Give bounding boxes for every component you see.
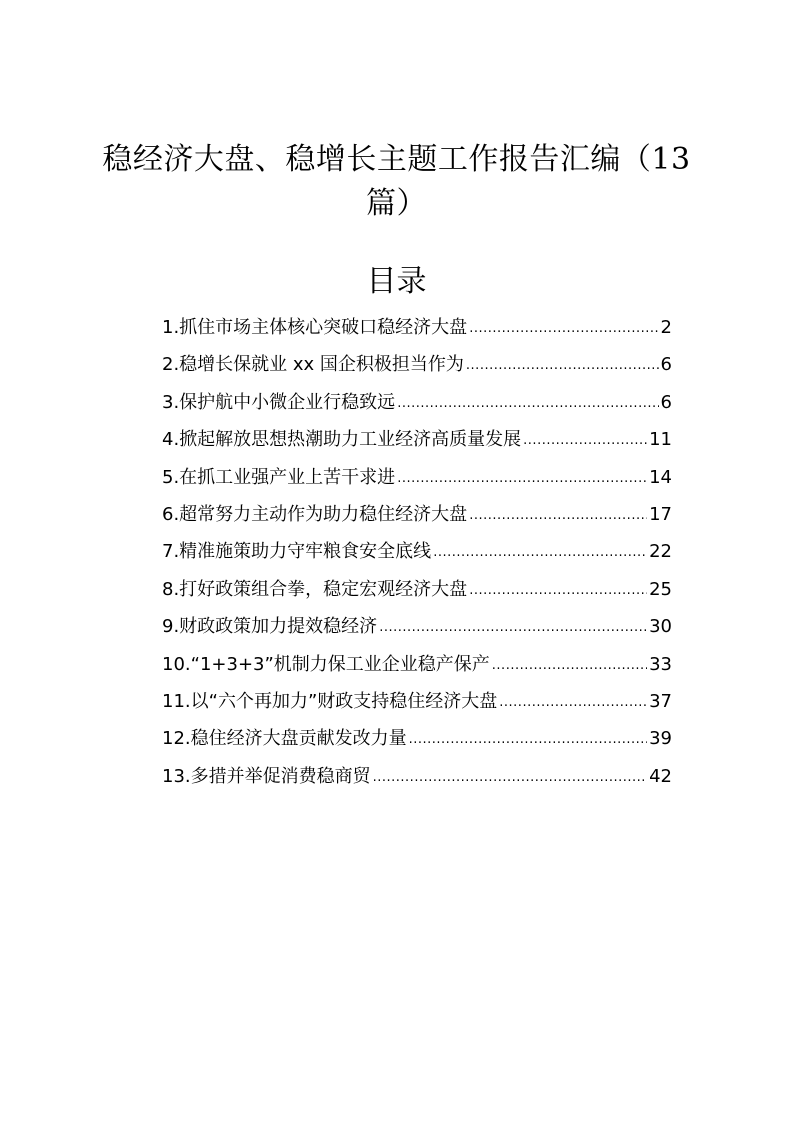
- toc-dot-leader: [433, 538, 647, 568]
- toc-entry-page-number: 39: [649, 728, 672, 750]
- toc-dot-leader: [409, 725, 647, 755]
- toc-entry[interactable]: [162, 687, 672, 724]
- toc-entry[interactable]: [162, 762, 672, 799]
- toc-entry-title: 7.精准施策助力守牢粮食安全底线: [162, 541, 432, 563]
- toc-entry-page-number: 11: [649, 429, 672, 451]
- toc-entry[interactable]: [162, 724, 672, 761]
- toc-dot-leader: [499, 688, 647, 718]
- toc-dot-leader: [379, 613, 647, 643]
- toc-heading: 目录: [366, 264, 427, 299]
- toc-entry[interactable]: [162, 463, 672, 500]
- toc-entry-page-number: 17: [649, 503, 672, 525]
- toc-entry-title: 10.“1+3+3”机制力保工业企业稳产保产: [162, 653, 490, 675]
- toc-entry[interactable]: [162, 612, 672, 649]
- toc-entry[interactable]: [162, 425, 672, 462]
- toc-entry[interactable]: [162, 388, 672, 425]
- toc-dot-leader: [373, 763, 647, 793]
- toc-entry-title: 9.财政政策加力提效稳经济: [162, 616, 378, 638]
- toc-entry-page-number: 25: [649, 578, 672, 600]
- toc-dot-leader: [523, 426, 647, 456]
- toc-dot-leader: [469, 576, 647, 606]
- toc-dot-leader: [466, 351, 659, 381]
- toc-entry-page-number: 42: [649, 765, 672, 787]
- toc-entry[interactable]: [162, 650, 672, 687]
- toc-dot-leader: [469, 501, 647, 531]
- toc-entry-title: 2.稳增长保就业 xx 国企积极担当作为: [162, 354, 464, 376]
- toc-entry-page-number: 22: [649, 541, 672, 563]
- toc-entry-page-number: 6: [660, 391, 672, 413]
- toc-dot-leader: [397, 389, 658, 419]
- toc-entry-title: 3.保护航中小微企业行稳致远: [162, 391, 396, 413]
- toc-entry-page-number: 33: [649, 653, 672, 675]
- toc-entry-title: 11.以“六个再加力”财政支持稳住经济大盘: [162, 690, 498, 712]
- toc-entry-page-number: 37: [649, 690, 672, 712]
- toc-entry-title: 1.抓住市场主体核心突破口稳经济大盘: [162, 317, 468, 338]
- toc-entry[interactable]: [162, 350, 672, 387]
- toc-entry-title: 8.打好政策组合拳，稳定宏观经济大盘: [162, 578, 468, 600]
- toc-entry-title: 6.超常努力主动作为助力稳住经济大盘: [162, 503, 468, 525]
- toc-entry-title: 12.稳住经济大盘贡献发改力量: [162, 728, 407, 750]
- table-of-contents: [162, 313, 672, 799]
- document-title: 稳经济大盘、稳增长主题工作报告汇编（13篇）: [102, 142, 691, 221]
- toc-entry-title: 5.在抓工业强产业上苦干求进: [162, 466, 396, 488]
- toc-entry-title: 13.多措并举促消费稳商贸: [162, 765, 371, 787]
- toc-entry-title: 4.掀起解放思想热潮助力工业经济高质量发展: [162, 429, 522, 451]
- toc-dot-leader: [492, 651, 647, 681]
- toc-dot-leader: [469, 314, 658, 344]
- toc-entry[interactable]: [162, 537, 672, 574]
- toc-entry-page-number: 30: [649, 616, 672, 638]
- toc-entry-page-number: 2: [660, 317, 672, 338]
- toc-entry[interactable]: [162, 500, 672, 537]
- toc-entry-page-number: 6: [660, 354, 672, 376]
- toc-entry-page-number: 14: [649, 466, 672, 488]
- toc-entry[interactable]: [162, 313, 672, 350]
- toc-entry[interactable]: [162, 575, 672, 612]
- toc-dot-leader: [397, 464, 647, 494]
